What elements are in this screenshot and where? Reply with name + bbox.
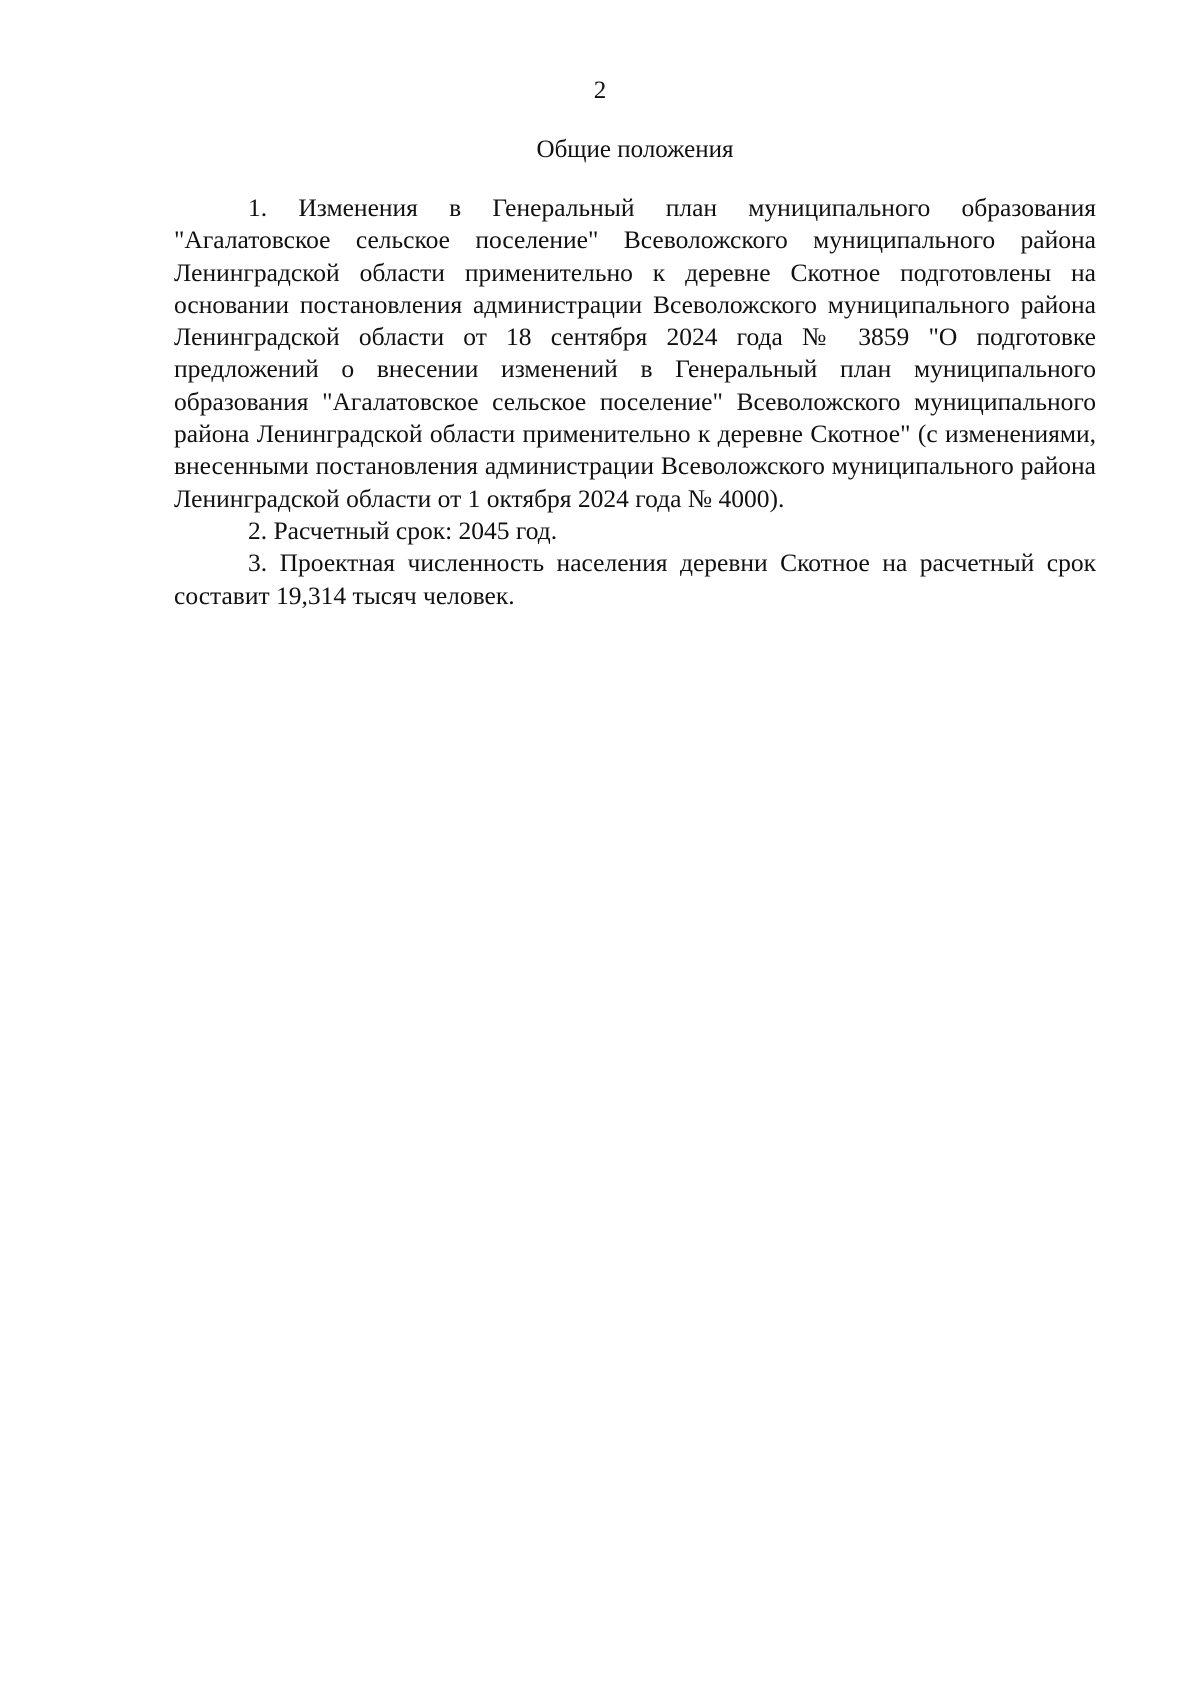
- paragraph-1: 1. Изменения в Генеральный план муниципального образования "Агалатовское сельское поселение" Всеволожского муниципального района Ленинградской области применительно к деревне Скотное подготовлены на основании постановления администрации Всеволожского муниципального района Ленинградской области от 18 сентября 2024 года № 3859 "О подготовке предложений о внесении изменений в Генеральный план муниципального образования "Агалатовское сельское поселение" Всеволожского муниципального района Ленинградской области применительно к деревне Скотное" (с изменениями, внесенными постановления администрации Всеволожского муниципального района Ленинградской области от 1 октября 2024 года № 4000).: [174, 193, 1096, 513]
- paragraph-2: 2. Расчетный срок: 2045 год.: [248, 515, 558, 545]
- page-number: 2: [593, 77, 607, 104]
- document-body: [174, 192, 1096, 612]
- paragraph-3: 3. Проектная численность населения деревни Скотное на расчетный срок составит 19,314 тысяч человек.: [174, 548, 1096, 610]
- section-title: Общие положения: [536, 136, 734, 163]
